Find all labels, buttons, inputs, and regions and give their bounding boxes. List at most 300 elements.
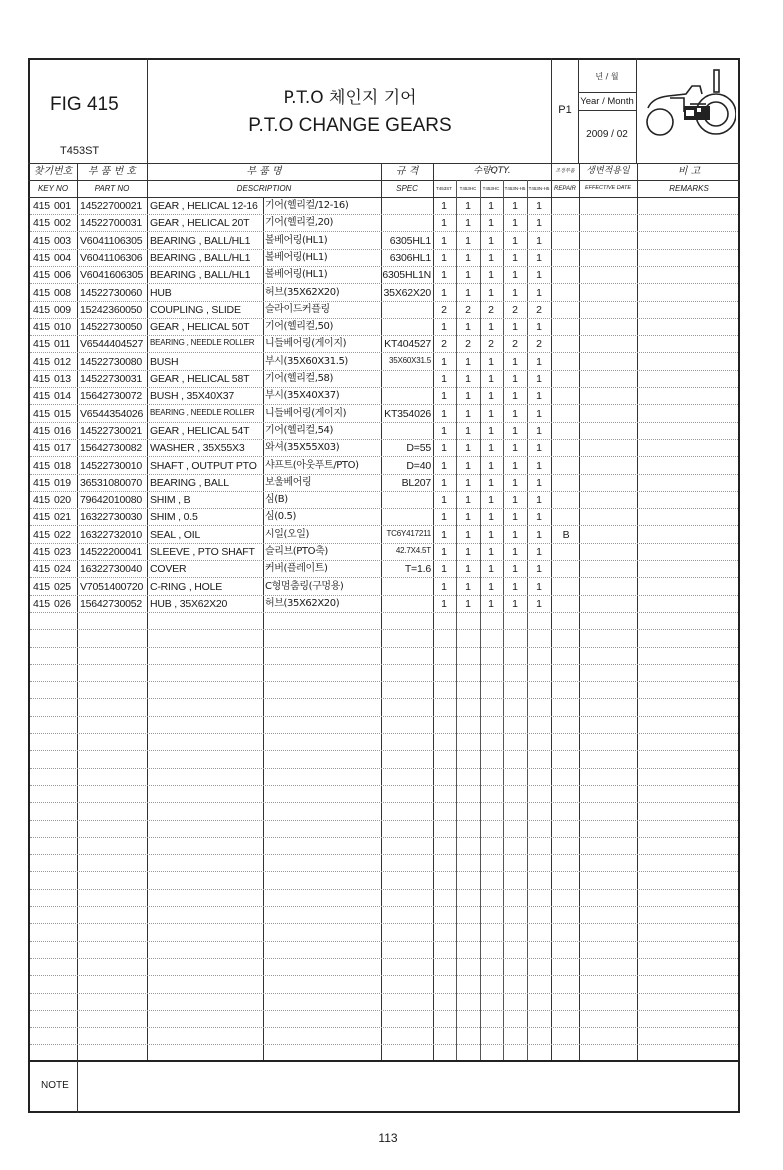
qty-value: 2 [536,338,542,351]
description-korean: 커버(플레이트) [265,563,328,575]
qty-value: 1 [536,580,542,593]
fig-no: 415 [33,286,50,299]
qty-value: 1 [488,373,494,385]
description: WASHER , 35X55X3 [150,442,245,455]
fig-no: 415 [33,528,50,541]
qty-value: 1 [512,234,518,247]
description-korean: 부시(35X40X37) [265,390,340,402]
description: GEAR , HELICAL 12-16 [150,200,258,212]
qty-value: 1 [488,251,494,264]
col-spec-ko: 규 격 [395,166,419,177]
qty-value: 1 [512,355,518,368]
row-guide-line [30,1010,738,1011]
fig-no: 415 [33,563,50,576]
qty-value: 1 [512,286,518,299]
qty-value: 2 [512,303,518,316]
qty-value: 1 [441,200,447,212]
part-no: 14522730010 [80,459,143,472]
row-guide-line [30,370,738,371]
part-no: 14522730050 [80,321,143,334]
key-no: 004 [54,251,71,264]
qty-value: 1 [536,546,542,558]
description-korean: 볼베어링(HL1) [265,234,328,246]
key-no: 019 [54,476,71,489]
row-guide-line [30,906,738,907]
qty-value: 1 [536,424,542,437]
part-no: V6041106306 [80,251,143,264]
qty-value: 1 [441,546,447,558]
row-guide-line [30,404,738,405]
fig-no: 415 [33,580,50,593]
key-no: 022 [54,528,71,541]
qty-value: 1 [512,459,518,472]
qty-value: 1 [512,476,518,489]
col-eff-en: EFFECTIVE DATE [584,185,632,191]
year-month-label: Year / Month [580,96,634,107]
fig-no: 415 [33,511,50,524]
part-no: 36531080070 [80,476,143,489]
spec: 42.7X4.5T [395,546,431,555]
qty-value: 1 [512,597,518,610]
qty-value: 1 [488,200,494,212]
row-guide-line [30,335,738,336]
qty-value: 1 [512,442,518,455]
qty-value: 1 [441,269,447,282]
qty-value: 1 [465,321,471,334]
qty-value: 1 [465,494,471,507]
spec: BL207 [401,476,431,489]
qty-value: 1 [441,442,447,455]
spec: T=1.6 [404,563,431,576]
key-no: 010 [54,321,71,334]
row-guide-line [30,629,738,630]
row-guide-line [30,889,738,890]
qty-value: 2 [536,303,542,316]
qty-value: 1 [441,528,447,541]
row-guide-line [30,854,738,855]
key-no: 018 [54,459,71,472]
description: GEAR , HELICAL 50T [150,321,250,334]
col-desc-ko: 부 품 명 [246,166,282,177]
part-no: V6041106305 [80,234,143,247]
row-guide-line [30,993,738,994]
row-guide-line [30,802,738,803]
qty-value: 1 [512,424,518,437]
revision-date: 2009 / 02 [586,129,628,140]
qty-value: 1 [488,580,494,593]
qty-value: 1 [512,217,518,230]
col-part-ko: 부 품 번 호 [87,166,137,177]
qty-value: 1 [512,563,518,576]
part-no: 14522200041 [80,546,143,558]
spec: TC6Y417211 [386,528,431,538]
qty-value: 1 [512,511,518,524]
row-guide-line [30,352,738,353]
key-no: 016 [54,424,71,437]
row-guide-line [30,266,738,267]
description-korean: 기어(헬리컬,58) [265,373,334,384]
description: BEARING , BALL [150,476,229,489]
description-korean: 볼베어링(HL1) [265,251,328,263]
key-no: 001 [54,200,71,212]
qty-value: 1 [488,390,494,403]
qty-value: 1 [465,355,471,368]
qty-value: 1 [536,459,542,472]
tractor-illustration-icon [640,64,736,160]
description-korean: 시일(오일) [265,528,310,540]
row-guide-line [30,474,738,475]
col-qty-ko: 수량QTY. [473,166,511,176]
description-korean: 니들베어링(게이지) [265,338,347,350]
title-korean: P.T.O 체인지 기어 [283,88,417,108]
qty-value: 1 [512,407,518,420]
qty-value: 1 [441,355,447,368]
part-no: 14522700021 [80,200,143,212]
description-korean: 기어(헬리컬,54) [265,424,334,436]
qty-value: 1 [465,597,471,610]
qty-value: 1 [441,390,447,403]
row-guide-line [30,543,738,544]
col-repair-en: REPAIR [554,186,576,192]
model-code: T453ST [60,145,100,157]
col-line-q2 [480,180,481,1060]
qty-value: 1 [512,251,518,264]
row-guide-line [30,871,738,872]
qty-model-2: T453HC [459,186,477,191]
description: COUPLING , SLIDE [150,303,241,316]
row-guide-line [30,647,738,648]
qty-value: 2 [488,303,494,316]
qty-value: 1 [465,234,471,247]
note-label: NOTE [41,1080,69,1091]
qty-value: 1 [465,407,471,420]
fig-no: 415 [33,597,50,610]
col-line-q4 [527,180,528,1060]
key-no: 026 [54,597,71,610]
row-guide-line [30,249,738,250]
part-no: 79642010080 [80,494,143,507]
qty-value: 1 [536,355,542,368]
key-no: 009 [54,303,71,316]
description: SEAL , OIL [150,528,201,541]
fig-no: 415 [33,269,50,282]
key-no: 020 [54,494,71,507]
row-guide-line [30,508,738,509]
row-guide-line [30,456,738,457]
fig-no: 415 [33,321,50,334]
part-no: 16322730030 [80,511,143,524]
qty-value: 1 [536,528,542,541]
year-sep-1 [578,92,636,93]
description-korean: 심(0.5) [265,511,296,523]
qty-model-4: T453N-H5 [504,186,526,191]
qty-value: 1 [488,321,494,334]
qty-value: 1 [488,546,494,558]
header-sep-2 [551,58,552,163]
qty-value: 1 [488,476,494,489]
description-korean: 허브(35X62X20) [265,597,340,609]
spec: 35X60X31.5 [388,355,431,365]
qty-value: 1 [488,355,494,368]
qty-value: 1 [441,373,447,385]
qty-value: 1 [465,580,471,593]
row-guide-line [30,941,738,942]
qty-value: 1 [465,286,471,299]
qty-value: 2 [441,303,447,316]
qty-value: 1 [536,286,542,299]
qty-value: 1 [465,476,471,489]
row-guide-line [30,733,738,734]
description-korean: 보울베어링 [265,476,312,488]
col-spec-en: SPEC [396,184,418,193]
qty-value: 1 [441,476,447,489]
qty-value: 2 [465,338,471,351]
qty-value: 1 [512,373,518,385]
header-bottom-line [28,163,740,164]
qty-value: 1 [488,563,494,576]
description-korean: 와셔(35X55X03) [265,442,340,454]
qty-value: 1 [512,321,518,334]
spec: 6305HL1 [389,234,431,247]
part-no: V6544354026 [80,407,144,420]
col-key-ko: 찾기번호 [33,166,73,177]
row-guide-line [30,387,738,388]
qty-value: 1 [536,390,542,403]
qty-value: 1 [465,251,471,264]
col-key-en: KEY NO [37,184,69,193]
part-no: V6544404527 [80,338,144,351]
qty-value: 1 [536,269,542,282]
qty-value: 1 [536,373,542,385]
qty-model-5: T453N-H5 [528,186,550,191]
page-code: P1 [558,104,572,116]
col-rem-ko: 비 고 [677,166,701,177]
row-guide-line [30,301,738,302]
part-no: 16322732010 [80,528,143,541]
qty-value: 1 [512,494,518,507]
page-number: 113 [378,1131,398,1145]
qty-model-3: T453HC [482,186,500,191]
fig-no: 415 [33,424,50,437]
qty-value: 1 [536,563,542,576]
key-no: 023 [54,546,71,558]
description: BUSH [150,355,179,368]
key-no: 015 [54,407,71,420]
repair-code: B [562,528,570,541]
row-guide-line [30,785,738,786]
qty-value: 1 [465,528,471,541]
description: SLEEVE , PTO SHAFT [150,546,255,558]
part-no: 14522730021 [80,424,143,437]
qty-value: 1 [465,442,471,455]
qty-value: 1 [488,511,494,524]
description-korean: 슬라이드커플링 [265,303,330,315]
col-line-q1 [456,180,457,1060]
qty-value: 1 [465,563,471,576]
fig-no: 415 [33,546,50,558]
col-part-en: PART NO [94,184,130,193]
qty-value: 2 [465,303,471,316]
fig-no: 415 [33,251,50,264]
description: C-RING , HOLE [150,580,223,593]
part-no: 16322730040 [80,563,143,576]
part-no: 15642730072 [80,390,143,403]
qty-value: 1 [536,251,542,264]
fig-no: 415 [33,234,50,247]
qty-value: 1 [536,597,542,610]
row-guide-line [30,231,738,232]
qty-value: 1 [488,407,494,420]
qty-value: 1 [488,442,494,455]
qty-value: 1 [536,217,542,230]
description: BEARING , BALL/HL1 [150,234,251,247]
qty-value: 1 [536,321,542,334]
col-repair-ko: 조정부품 [555,168,575,174]
qty-value: 2 [441,338,447,351]
description: GEAR , HELICAL 20T [150,217,250,230]
qty-value: 1 [512,546,518,558]
fig-no: 415 [33,355,50,368]
col-header-divider [28,180,740,181]
row-guide-line [30,283,738,284]
qty-value: 1 [512,200,518,212]
row-guide-line [30,560,738,561]
spec: KT404527 [384,338,431,351]
key-no: 002 [54,217,71,230]
row-guide-line [30,1027,738,1028]
col-rem-en: REMARKS [669,184,709,193]
qty-value: 1 [441,563,447,576]
qty-value: 1 [441,234,447,247]
part-no: V7051400720 [80,580,144,593]
row-guide-line [30,958,738,959]
qty-value: 1 [512,269,518,282]
key-no: 025 [54,580,71,593]
note-top-line [28,1060,740,1062]
row-guide-line [30,439,738,440]
description: SHIM , B [150,494,191,507]
description-korean: 슬리브(PTO축) [265,546,328,557]
description: HUB , 35X62X20 [150,597,228,610]
qty-value: 1 [441,407,447,420]
qty-value: 1 [488,269,494,282]
qty-value: 1 [536,442,542,455]
row-guide-line [30,1044,738,1045]
description: GEAR , HELICAL 58T [150,373,250,385]
fig-no: 415 [33,459,50,472]
qty-value: 1 [488,217,494,230]
row-guide-line [30,698,738,699]
header-sep-4 [636,58,637,163]
qty-value: 1 [536,234,542,247]
spec: D=40 [406,459,431,472]
key-no: 013 [54,373,71,385]
description: BEARING , NEEDLE ROLLER [150,338,255,348]
description: BEARING , NEEDLE ROLLER [150,407,255,417]
qty-value: 1 [441,459,447,472]
qty-value: 1 [465,200,471,212]
row-guide-line [30,664,738,665]
description: SHIM , 0.5 [150,511,198,524]
row-guide-line [30,768,738,769]
key-no: 017 [54,442,71,455]
description: GEAR , HELICAL 54T [150,424,250,437]
key-no: 014 [54,390,71,403]
col-eff-ko: 생변적용일 [586,166,630,176]
spec: 6306HL1 [389,251,431,264]
part-no: 15642730052 [80,597,143,610]
qty-value: 1 [465,269,471,282]
qty-value: 2 [488,338,494,351]
fig-no: 415 [33,303,50,316]
spec: 6305HL1N [382,269,431,282]
row-guide-line [30,595,738,596]
qty-value: 1 [441,494,447,507]
description-korean: 심(B) [265,494,288,506]
qty-value: 1 [441,597,447,610]
header-sep-1 [147,58,148,163]
col-line-q3 [503,180,504,1060]
row-guide-line [30,612,738,613]
fig-no: 415 [33,442,50,455]
qty-value: 2 [512,338,518,351]
row-guide-line [30,214,738,215]
part-no: V6041606305 [80,269,144,282]
row-guide-line [30,716,738,717]
qty-value: 1 [488,286,494,299]
col-header-bottom-line [28,197,740,198]
qty-value: 1 [441,217,447,230]
description: BEARING , BALL/HL1 [150,269,251,282]
row-guide-line [30,318,738,319]
row-guide-line [30,750,738,751]
qty-value: 1 [536,511,542,524]
fig-no: 415 [33,476,50,489]
qty-value: 1 [536,407,542,420]
fig-no: 415 [33,494,50,507]
qty-value: 1 [488,234,494,247]
fig-no: 415 [33,407,50,420]
qty-value: 1 [488,597,494,610]
qty-value: 1 [441,511,447,524]
row-guide-line [30,422,738,423]
description: HUB [150,286,172,299]
year-sep-2 [578,110,636,111]
key-no: 006 [54,269,71,282]
description: BUSH , 35X40X37 [150,390,234,403]
row-guide-line [30,820,738,821]
title-english: P.T.O CHANGE GEARS [248,115,452,136]
description-korean: 기어(헬리컬,50) [265,321,334,333]
key-no: 021 [54,511,71,524]
qty-value: 1 [441,286,447,299]
row-guide-line [30,975,738,976]
fig-no: 415 [33,338,50,351]
qty-value: 1 [488,494,494,507]
qty-value: 1 [441,580,447,593]
part-no: 14522700031 [80,217,143,230]
qty-value: 1 [465,511,471,524]
description-korean: 샤프트(아웃푸트/PTO) [265,459,359,471]
key-no: 011 [54,338,71,351]
row-guide-line [30,577,738,578]
spec: KT354026 [384,407,431,420]
description-korean: 부시(35X60X31.5) [265,355,348,367]
col-desc-en: DESCRIPTION [236,184,292,193]
part-no: 15242360050 [80,303,143,316]
spec: 35X62X20 [383,286,431,299]
fig-no: 415 [33,390,50,403]
